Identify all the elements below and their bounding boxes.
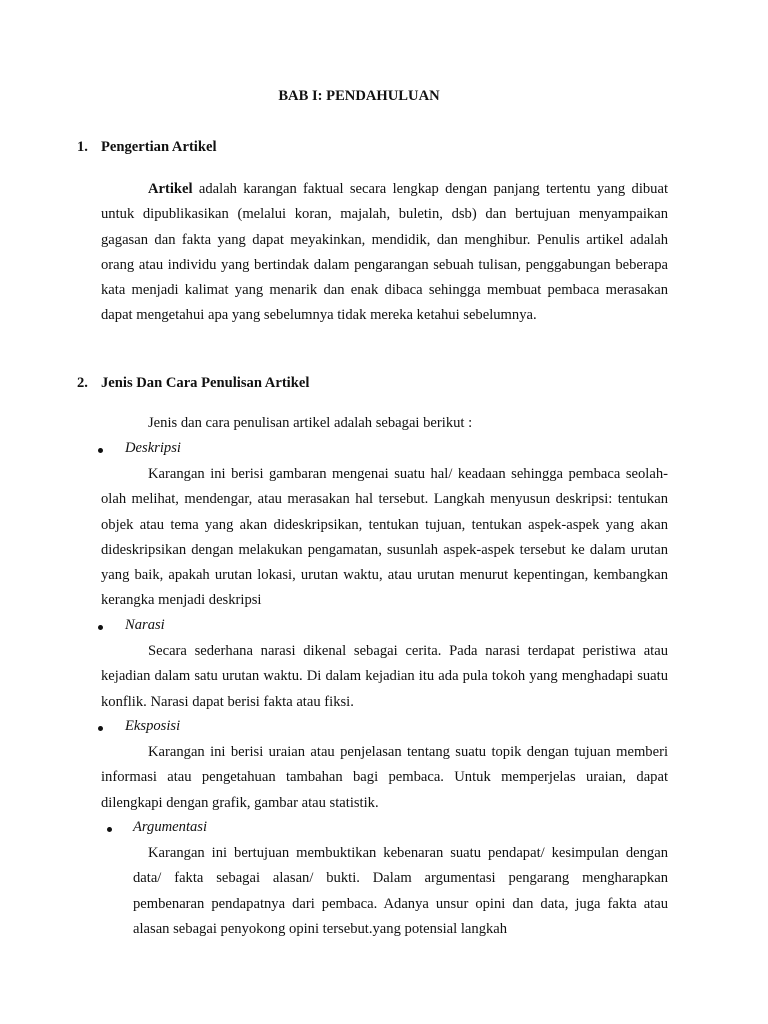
list-item-label: Deskripsi <box>125 440 181 456</box>
section-1-heading <box>77 139 217 156</box>
section-1-number: 1. <box>77 139 88 155</box>
section-2-heading <box>77 375 309 392</box>
list-item-label: Argumentasi <box>133 819 208 835</box>
section-1-paragraph <box>101 177 668 329</box>
list-item-text: Karangan ini bertujuan membuktikan kebenaran suatu pendapat/ kesimpulan dengan data/ fakta sebagai alasan/ bukti. Dalam argumentasi pengarang mengharapkan pembenaran pendapatnya dari pembaca. Adanya unsur opini dan data, juga fakta atau alasan sebagai penyokong opini tersebut.yang potensial langkah <box>133 845 668 937</box>
list-item-label: Eksposisi <box>125 718 181 734</box>
list-item-text: Karangan ini berisi gambaran mengenai suatu hal/ keadaan sehingga pembaca seolah-olah melihat, mendengar, atau merasakan hal tersebut. Langkah menyusun deskripsi: tentukan objek atau tema yang akan dideskripsikan, tentukan tujuan, tentukan aspek-aspek yang akan dideskripsikan dengan melakukan pengamatan, susunlah aspek-aspek tersebut ke dalam urutan yang baik, apakah urutan lokasi, urutan waktu, atau urutan menurut kepentingan, kembangkan kerangka menjadi deskripsi <box>101 466 668 609</box>
list-item-label: Narasi <box>125 617 165 633</box>
bullet-icon <box>98 625 103 630</box>
bullet-icon <box>98 726 103 731</box>
list-item-text: Secara sederhana narasi dikenal sebagai cerita. Pada narasi terdapat peristiwa atau kejadian dalam satu urutan waktu. Di dalam kejadian itu ada pula tokoh yang menghadapi suatu konflik. Narasi dapat berisi fakta atau fiksi. <box>101 643 668 710</box>
section-2-intro: Jenis dan cara penulisan artikel adalah sebagai berikut : <box>148 415 473 431</box>
artikel-term: Artikel <box>148 181 193 197</box>
bullet-icon <box>107 827 112 832</box>
section-1-body: adalah karangan faktual secara lengkap dengan panjang tertentu yang dibuat untuk dipublikasikan (melalui koran, majalah, buletin, dsb) dan bertujuan menyampaikan gagasan dan fakta yang dapat meyakinkan, mendidik, dan menghibur. Penulis artikel adalah orang atau individu yang bertindak dalam pengarangan sebuah tulisan, penggabungan beberapa kata menjadi kalimat yang menarik dan enak dibaca sehingga membuat pembaca merasakan dapat mengetahui apa yang sebelumnya tidak mereka ketahui sebelumnya. <box>101 181 668 324</box>
section-2-title: Jenis Dan Cara Penulisan Artikel <box>101 375 310 391</box>
bullet-icon <box>98 448 103 453</box>
section-2-number: 2. <box>77 375 88 391</box>
chapter-title: BAB I: PENDAHULUAN <box>278 88 440 104</box>
list-item-text: Karangan ini berisi uraian atau penjelasan tentang suatu topik dengan tujuan memberi informasi atau pengetahuan tambahan bagi pembaca. Untuk memperjelas uraian, dapat dilengkapi dengan grafik, gambar atau statistik. <box>101 744 668 811</box>
section-1-title: Pengertian Artikel <box>101 139 217 155</box>
